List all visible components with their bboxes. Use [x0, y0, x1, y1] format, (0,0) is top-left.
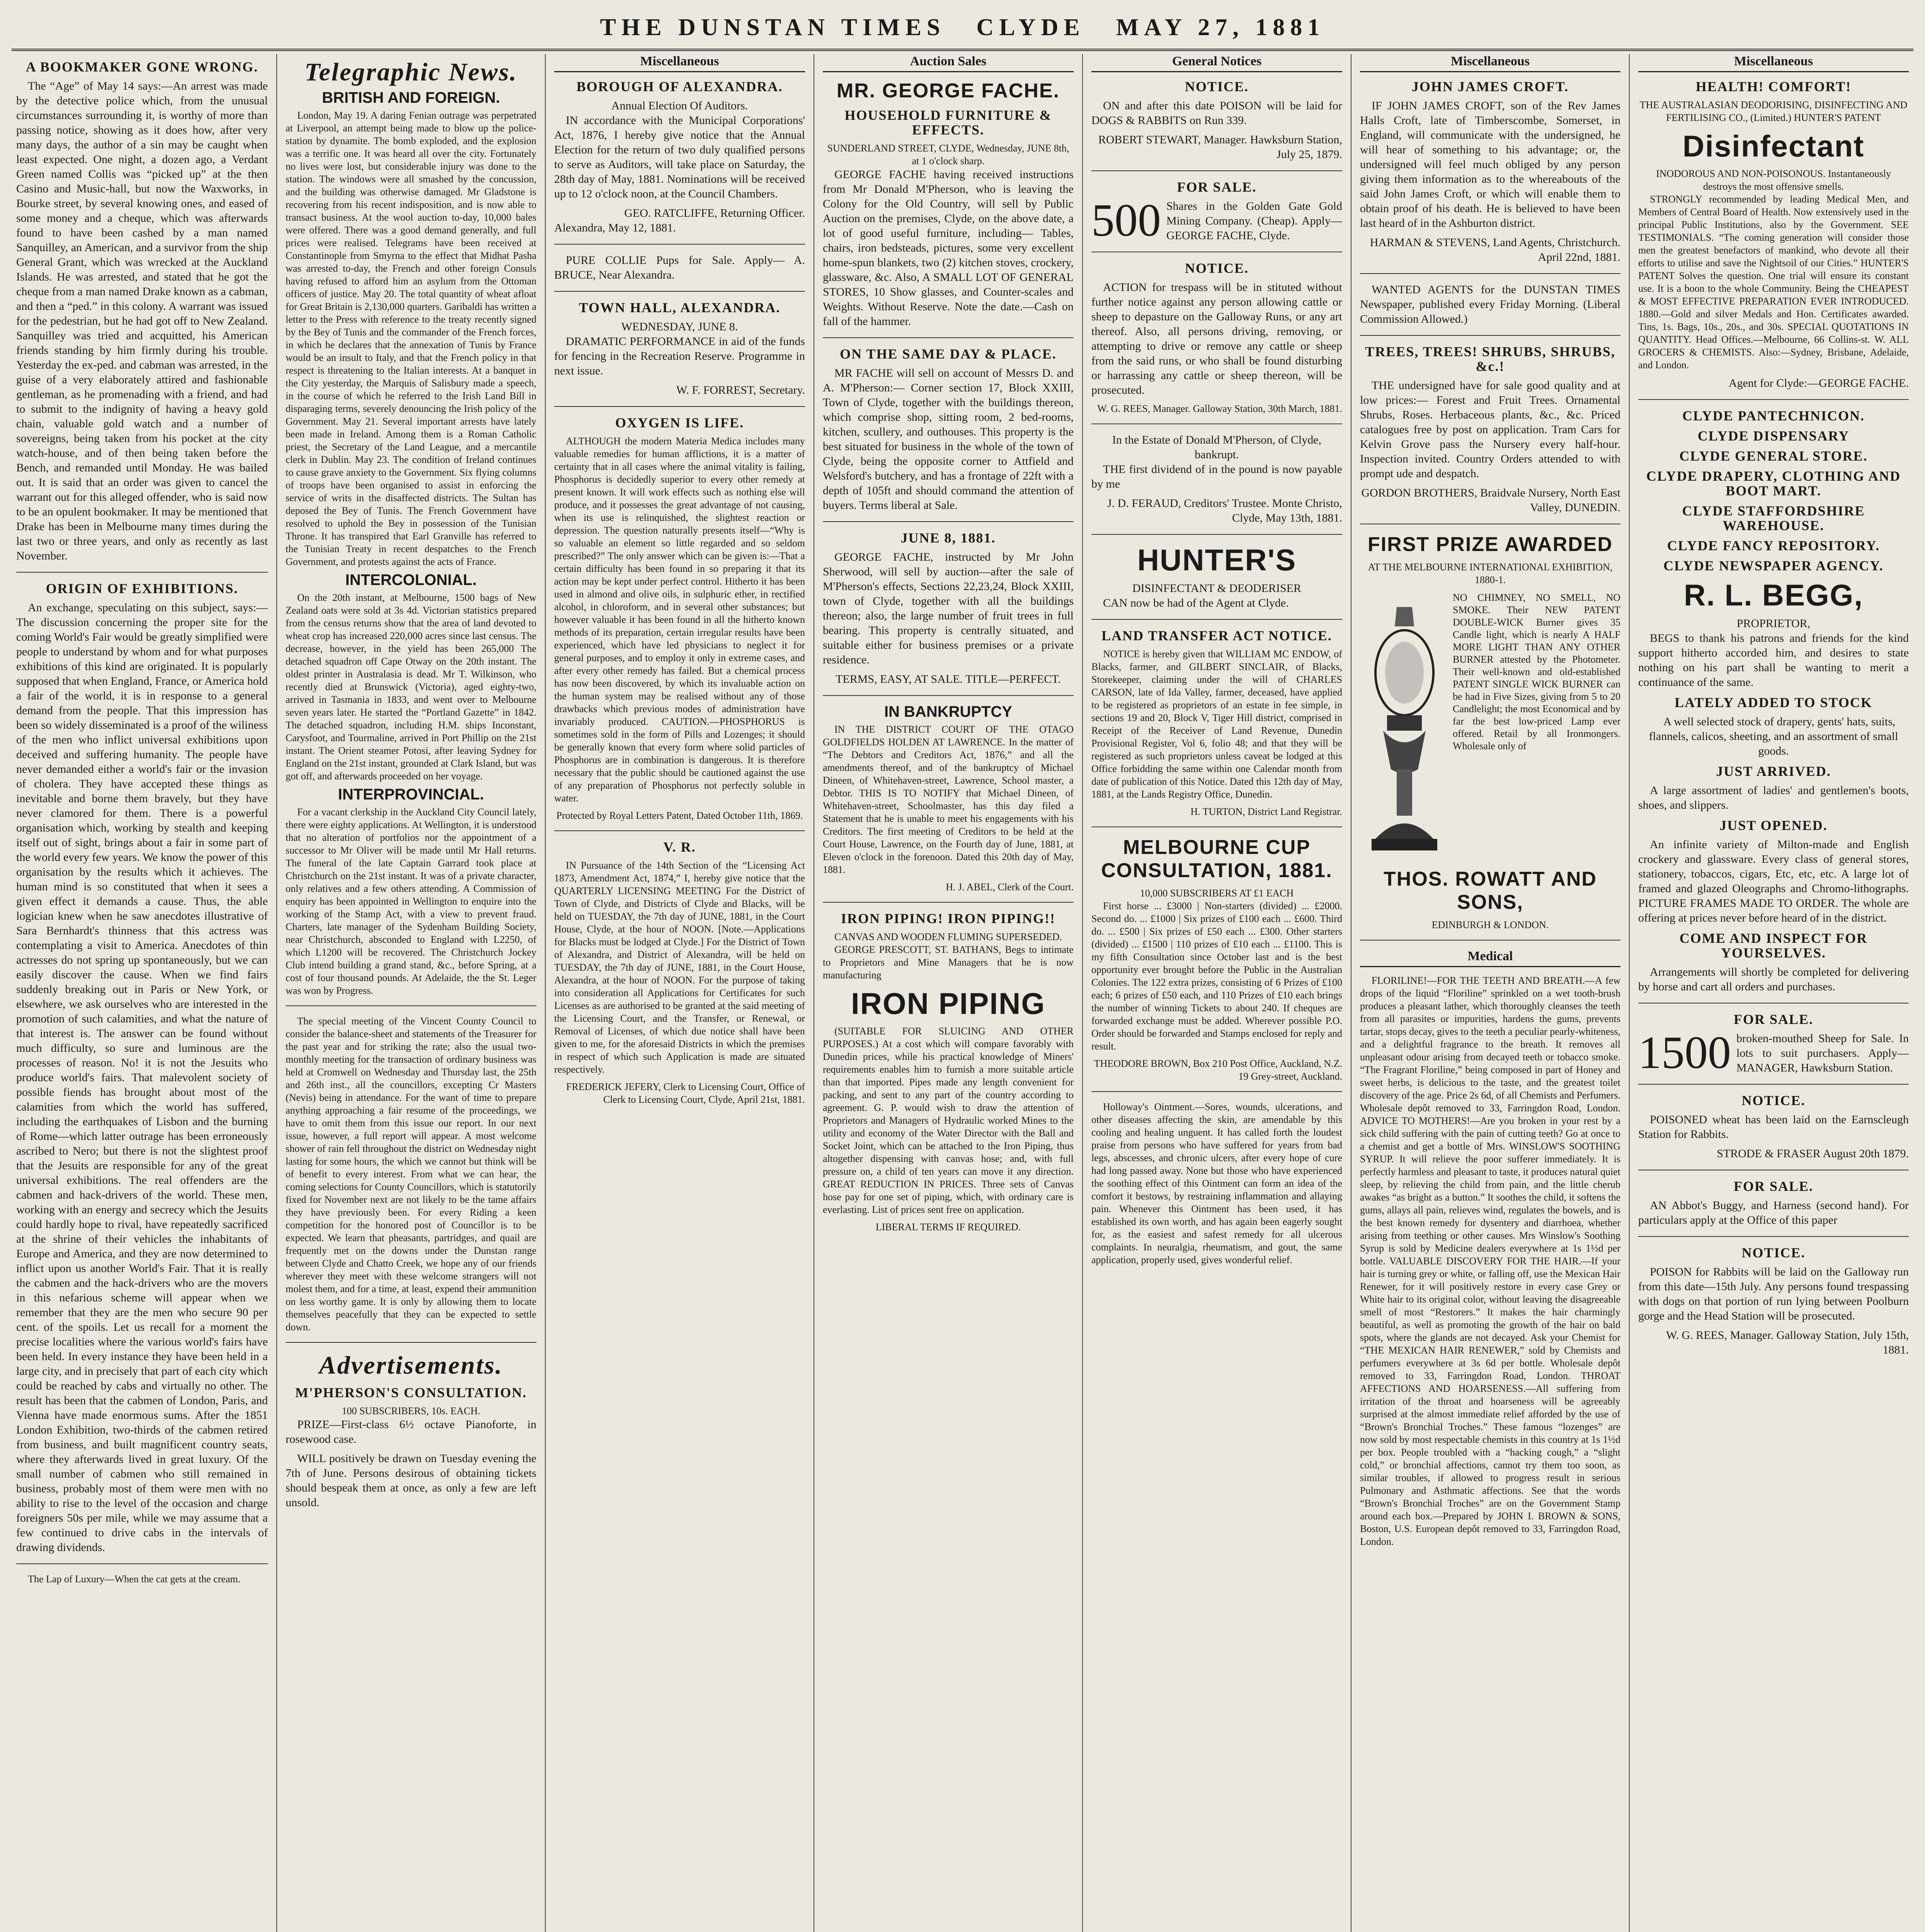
- lamp-description: NO CHIMNEY, NO SMELL, NO SMOKE. Their NEW PATENT DOUBLE-WICK Burner gives 35 Candle light, which is nearly A HALF MORE LIGHT THAN ANY OTHER BURNER attested by the Photometer. Their well-known and old-established PATENT SINGLE WICK BURNER can be had in Five Sizes, giving from 5 to 20 Candlelight; the most Economical and by far the best low-priced Lamp ever offered. Retail by all Ironmongers. Wholesale only of: [1453, 592, 1620, 752]
- proprietor-title: PROPRIETOR,: [1736, 617, 1811, 630]
- divider: [1091, 534, 1342, 535]
- ad-body: STRONGLY recommended by leading Medical Men, and Members of Central Board of Health. Now extensively used in the principal Public Institutions, also by the Government. SEE TESTIMONIALS. “The coming generation will consider those men the greatest benefactors of mankind, who devote all their efforts to utilise and save the Nightsoil of our Cities.” HUNTER'S PATENT Solves the question. One trial will ensure its constant use. It is a boon to the whole Community. Being the CHEAPEST & MOST EFFECTIVE PREPARATION EVER INTRODUCED. 1880.—Gold and silver Medals and Hon. Certificates awarded. Tins, 1s. Bags, 10s., 20s., and 30s. SPECIAL QUOTATIONS IN QUANTITY. Head Offices.—Melbourne, 66 Collins-st. W. ALL GROCERS & CHEMISTS. Also:—Sydney, Brisbane, Adelaide, and London.: [1638, 194, 1909, 371]
- notice-signature: J. D. FERAUD, Creditors' Trustee. Monte Christo, Clyde, May 13th, 1881.: [1107, 497, 1342, 524]
- news-body: For a vacant clerkship in the Auckland City Council lately, there were eighty applications. At Wellington, it is understood that no alteration of portfolios nor the appointment of a successor to Mr Oliver will be made until Mr Hall returns. The funeral of the late Captain Garrard took place at Christchurch on the 21st instant. It was of a private character, only relatives and a few others attending. A Commission of enquiry has been appointed in Wellington to enquire into the working of the Stamp Act, with a view to prevent fraud. Charters, late manager of the Sydenham Building Society, near Christchurch, absconded to England with L2250, of which L1200 will be recovered. The Christchurch Jockey Club intend building a grand stand, &c., before Spring, at a cost of four thousand pounds. At Adelaide, the the St. Leger was won by Progress.: [286, 806, 536, 996]
- notice-subtitle: WEDNESDAY, JUNE 8.: [621, 320, 738, 333]
- notice-body: broken-mouthed Sheep for Sale. In lots to suit purchasers. Apply— MANAGER, Hawksburn Station.: [1736, 1032, 1909, 1074]
- notice-signature: ROBERT STEWART, Manager. Hawksburn Station, July 25, 1879.: [1098, 133, 1342, 161]
- notice-title: LAND TRANSFER ACT NOTICE.: [1101, 628, 1332, 643]
- business-name: CLYDE GENERAL STORE.: [1679, 448, 1868, 464]
- clyde-businesses: [1638, 408, 1909, 573]
- notice-title: V. R.: [663, 839, 696, 855]
- ad-headline: MELBOURNE CUP CONSULTATION, 1881.: [1101, 836, 1333, 882]
- news-heading: BRITISH AND FOREIGN.: [322, 89, 500, 106]
- divider: [554, 244, 805, 245]
- ad-title: TREES, TREES! SHRUBS, SHRUBS, &c.!: [1365, 344, 1615, 374]
- section-title: Miscellaneous: [554, 54, 805, 72]
- sale-body: GEORGE FACHE having received instructions from Mr Donald M'Pherson, who is leaving the Colony for the Old Country, will sell by Public Auction on the premises, Clyde, on the above date, a lot of good useful furniture, including— Tables, chairs, iron bedsteads, pictures, some very excellent home-spun blankets, two (2) kitchen stoves, crockery, glassware, &c. Also, A SMALL LOT OF GENERAL STORES, 10 Show glasses, and Counter-scales and Weights. Without Reserve. Note the date.—Cash on fall of the hammer.: [823, 168, 1074, 328]
- shares-count: 500: [1091, 194, 1161, 246]
- sale-body: GEORGE FACHE, instructed by Mr John Sherwood, will sell by auction—after the sale of M'Pherson's effects, Sections 22,23,24, Block XXIII, town of Clyde, together with all the buildings thereon; also, the large number of fruit trees in full bearing. This property is centrally situated, and suitable either for business premises or a private residence.: [823, 551, 1074, 666]
- notice-body: POISON for Rabbits will be laid on the Galloway run from this date—15th July. Any persons found trespassing with dogs on that portion of run lying between Poolburn gorge and the Head Station will be prosecuted.: [1638, 1265, 1909, 1322]
- notice-body: IF JOHN JAMES CROFT, son of the Rev James Halls Croft, late of Timberscombe, Somerset, in England, will communicate with the undersigned, he will hear of something to his advantage; or, the undersigned will feel much obliged by any person giving them information as to the whereabouts of the said John James Croft, or which will enable them to obtain proof of his death. He is believed to have been last heard of in the Ashburton district.: [1360, 99, 1620, 230]
- divider: [554, 291, 805, 292]
- ad-title: IRON PIPING! IRON PIPING!!: [841, 911, 1055, 926]
- ad-title: OXYGEN IS LIFE.: [615, 415, 744, 430]
- ad-subtitle: DISINFECTANT & DEODERISER: [1132, 582, 1302, 595]
- article-body: The “Age” of May 14 says:—An arrest was made by the detective police which, from the unusual circumstances surrounding it, is worthy of more than passing notice, showing as it does how, after very many days, the author of a sin may be caught when least expected. One night, a dozen ago, a Verdant Green named Collis was “picked up” at the then Casino and Music-hall, but now the Waxworks, in Bourke street, by several knowing ones, and eased of some money and a cheque, which was afterwards found to have been cashed by a man named Sanquilley, an American, and a survivor from the ship General Grant, which was wrecked at the Auckland Islands. He was arrested, and stated that he got the cheque from a man named Drake known as a cabman, and then a “ped.” in this colony. A warrant was issued for the pedestrian, but he had got off to New Zealand. Sanquilley was tried and acquitted, his American friends standing by him firmly during his trouble. Yesterday the ex-ped. and cabman was arrested, in the guise of a very elaborately attired and fashionable gentleman, as he promenading with a friend, and had to submit to the indignity of having a heavy gold chain, valuable gold watch and a number of sovereigns, being taken from his pocket at the city watch-house, and of then being taken before the Bench, and remanded until Monday. He was bailed out. It is said that an order was given to cancel the warrant out for this alleged offender, who is said now to be an opulent bookmaker. It may be mentioned that Drake has been in Melbourne many times during the last two or three years, and only as recently as last November.: [16, 80, 268, 562]
- article-body: An exchange, speculating on this subject, says:—The discussion concerning the proper site for the coming World's Fair would be greatly simplified were people to understand by whom and for what purposes exhibitions of this kind are originated. It is popularly supposed that when England, France, or America hold a fair of the world, it is in response to a general demand from the people. That this impression has been so widely disseminated is a proof of the wiliness of the men who inflict universal exhibitions upon deceived and suffering humanity. The people have never demanded either a world's fair or the invasion of cholera. They have accepted these things as inevitable and borne them bravely, but they have never clamored for them. There is a powerful organisation which, working by stealth and keeping itself out of sight, brings about a fair in some part of the world every few years. We know the power of this organisation by the results which it achieves. The human mind is so constituted that when it sees a given effect it demands a cause. Thus, the able logician knew when he saw anecdotes illustrative of Sara Bernhardt's thinness that this actress was contemplating a visit to America. Anecdotes of thin actresses do not spring up spontaneously, but we can easily discover the cause. When we find fairs suddenly breaking out in Paris or New York, or elsewhere, we ask ourselves who are interested in the promotion of such calamities, and what the nature of that interest is. The answer can be found without much difficulty, so sure and luminous are the processes of reason. No! it is not the Jesuits who produce world's fairs. That malevolent society of possible fiends has brought about most of the calamities from which the world has suffered, including the earthquakes of Lisbon and the burning of Rome—which latter outrage has been erroneously ascribed to Nero; but there is not the slightest proof that the Jesuits are responsible for any of the great universal exhibitions. The real offenders are the cabmen and hack-drivers of the world. These men, working with an energy and secrecy which the Jesuits could hardly hope to rival, have repeatedly sacrificed at the shrine of their vehicles the inhabitants of Europe and America, and they are now determined to inflict upon us another World's Fair. That it is really the cabmen and the hack-drivers who are the movers in this nefarious scheme will appear when we remember that they are the men who secure 90 per cent. of the spoils. Let us recall for a moment the precise localities where the various world's fairs have been held. In every instance they have been held in a large city, and in precisely that part of each city which could be reached by cabs and virtually no other. The result has been that the cabmen of London, Paris, and Vienna have made enormous sums. After the 1851 London Exhibition, two-thirds of the cabmen retired from business, and built magnificent country seats, where they afterwards lived in great luxury. Of the small number of cabmen who still remained in business, probably most of them were men with no ability to rise to the level of the occasion and charge foreigners 50s per mile, while we may assume that a few continued to drive cabs in the intervals of drawing dividends.: [16, 601, 268, 1554]
- column-1: [8, 54, 276, 1932]
- news-heading: INTERCOLONIAL.: [345, 571, 477, 588]
- ad-body: PURE COLLIE Pups for Sale. Apply— A. BRUCE, Near Alexandra.: [554, 254, 805, 281]
- notice-title: BOROUGH OF ALEXANDRA.: [576, 79, 783, 94]
- notice-body: IN Pursuance of the 14th Section of the “Licensing Act 1873, Amendment Act, 1874,” I, hereby give notice that the QUARTERLY LICENSING MEETING For the District of Town of Clyde, and Districts of Clyde and Blacks, will be held on TUESDAY, the 7th day of JUNE, 1881, in the Court House, Clyde, at the hour of NOON. [Note.—Applications for Blacks must be lodged at Clyde.] For the District of Town of Alexandra, and District of Alexandra, will be held on TUESDAY, the 7th day of JUNE, 1881, in the Court House, Alexandra, at the hour of NOON. For the purpose of taking into consideration all Applications for Certificates for such Licenses as are authorised to be granted at the said meeting of the Licensing Court, and the Transfer, or Renewal, or Removal of Licenses, of which due notice shall have been given to me, for the aforesaid Districts in which the premises in respect of which such Application is made are situated respectively.: [554, 860, 805, 1075]
- ad-body: An infinite variety of Milton-made and English crockery and glassware. Every class of general stores, stationery, tobaccos, cigars, Etc, etc, etc. A large lot of framed and glazed Oleographs and Chromo-lithographs. PICTURE FRAMES MADE TO ORDER. The whole are offering at prices never before heard of in the district.: [1638, 838, 1909, 924]
- notice-signature: HARMAN & STEVENS, Land Agents, Christchurch. April 22nd, 1881.: [1370, 236, 1620, 264]
- business-name: CLYDE NEWSPAPER AGENCY.: [1663, 558, 1884, 573]
- notice-signature: W. F. FORREST, Secretary.: [676, 384, 805, 396]
- notice-body: AN Abbot's Buggy, and Harness (second hand). For particulars apply at the Office of this paper: [1638, 1199, 1909, 1226]
- business-name: CLYDE DISPENSARY: [1697, 428, 1850, 444]
- divider: [286, 1342, 536, 1343]
- notice-subtitle: Annual Election Of Auditors.: [611, 99, 748, 112]
- divider: [554, 406, 805, 407]
- notice-title: In the Estate of Donald M'Pherson, of Clyde, bankrupt.: [1112, 434, 1322, 461]
- notice-body: DRAMATIC PERFORMANCE in aid of the funds for fencing in the Recreation Reserve. Programme in next issue.: [554, 335, 805, 377]
- notice-title: NOTICE.: [1741, 1093, 1806, 1108]
- divider: [1360, 335, 1620, 336]
- article-title: A BOOKMAKER GONE WRONG.: [26, 59, 259, 75]
- notice-date: Alexandra, May 12, 1881.: [554, 221, 676, 234]
- notice-body: IN accordance with the Municipal Corporations' Act, 1876, I hereby give notice that the Annual Election for the return of two duly qualified persons to serve as Auditors, will take place on Saturday, the 28th day of May, 1881. Nominations will be received up to 12 o'clock noon, at the Council Chambers.: [554, 114, 805, 200]
- ad-agent: Agent for Clyde:—GEORGE FACHE.: [1728, 377, 1909, 389]
- divider: [1091, 170, 1342, 171]
- divider: [554, 830, 805, 831]
- notice-title: FOR SALE.: [1733, 1012, 1814, 1027]
- ad-headline: IRON PIPING: [851, 986, 1046, 1020]
- lamp-ad: [1360, 592, 1620, 862]
- notice-title: NOTICE.: [1185, 260, 1249, 276]
- ad-title: LATELY ADDED TO STOCK: [1675, 695, 1872, 710]
- divider: [1638, 1236, 1909, 1237]
- business-name: CLYDE PANTECHNICON.: [1682, 408, 1865, 423]
- column-7: [1629, 54, 1917, 1932]
- ad-body: PRIZE—First-class 6½ octave Pianoforte, in rosewood case.: [286, 1418, 536, 1446]
- paper-name: THE DUNSTAN TIMES: [600, 14, 946, 41]
- sale-title: JUNE 8, 1881.: [900, 530, 996, 546]
- notice-signature: H. TURTON, District Land Registrar.: [1190, 806, 1342, 817]
- divider: [1091, 619, 1342, 620]
- ad-body: Holloway's Ointment.—Sores, wounds, ulcerations, and other diseases affecting the skin, are amendable by this cooling and healing unguent. It has called forth the loudest praise from persons who have suffered for years from bad legs, abscesses, and chronic ulcers, after every hope of cure had long passed away. None but those who have experienced the soothing effect of this Ointment can form an idea of the comfort it bestows, by restraining inflammation and allaying pain. Whenever this Ointment has been used, it has established its own worth, and has again been eagerly sought for, as the easiest and safest remedy for all ulcerous complaints. In neuralgia, rheumatism, and gout, the same application, properly used, gives wonderful relief.: [1091, 1101, 1342, 1265]
- ad-subtitle: INODOROUS AND NON-POISONOUS. Instantaneously destroys the most offensive smells.: [1656, 168, 1891, 192]
- section-title: Auction Sales: [823, 54, 1074, 72]
- news-body: On the 20th instant, at Melbourne, 1500 bags of New Zealand oats were sold at 3s 4d. Victorian statistics prepared from the census returns show that the area of land devoted to wheat crop has increased 220,000 acres since last census. The decrease, however, in the yield has been 265,000 The detached squadron off Cape Otway on the 20th instant. The oldest printer in Australasia is dead. Mr T. Wilkinson, who recently died at Brunswick (Victoria), aged eighty-two, arrived in Tasmania in 1833, and went over to Melbourne seven years later. He started the “Portland Gazette” in 1842. The detached squadron, including H.M. ships Inconstant, Carysfoot, and Tourmaline, arrived in Port Phillip on the 21st instant. The Orient steamer Potosi, after leaving Sydney for England on the 21st instant, grounded at Clark Island, but was got off, and afterwards proceeded on her voyage.: [286, 592, 536, 782]
- notice-signature: FREDERICK JEFERY, Clerk to Licensing Court, Office of Clerk to Licensing Court, Clyde, April 21st, 1881.: [566, 1081, 805, 1105]
- ad-headline: Disinfectant: [1682, 129, 1865, 163]
- divider: [823, 902, 1074, 903]
- notice-body: THE first dividend of in the pound is now payable by me: [1091, 463, 1342, 490]
- ad-subtitle: AT THE MELBOURNE INTERNATIONAL EXHIBITION, 1880-1.: [1368, 561, 1613, 585]
- ad-subtitle: 10,000 SUBSCRIBERS AT £1 EACH: [1140, 888, 1294, 899]
- notice-signature: GORDON BROTHERS, Braidvale Nursery, North East Valley, DUNEDIN.: [1361, 486, 1620, 514]
- auctioneer-name: MR. GEORGE FACHE.: [836, 80, 1060, 102]
- ad-title: JUST OPENED.: [1719, 818, 1828, 833]
- notice-title: NOTICE.: [1741, 1245, 1806, 1260]
- news-heading: INTERPROVINCIAL.: [338, 786, 484, 803]
- ad-patent: Protected by Royal Letters Patent, Dated October 11th, 1869.: [556, 810, 803, 821]
- divider: [1638, 1084, 1909, 1085]
- divider: [1091, 1091, 1342, 1092]
- divider: [823, 521, 1074, 522]
- ad-body: (SUITABLE FOR SLUICING AND OTHER PURPOSES.) At a cost which will compare favorably with Dunedin prices, while his practical knowledge of Miners' requirements enables him to furnish a more suitable article than that imported. Pipes made any length convenient for packing, and sent to any part of the country according to agreement. G. P. would wish to draw the attention of Proprietors and Managers of Hydraulic worked Mines to the utility and economy of the Water Director with the Ball and Socket Joint, which can be attached to the Iron Piping, thus altogether dispensing with canvas hose; and, with full pressure on, a child of ten years can move it any direction. GREAT REDUCTION IN PRICES. Three sets of Canvas hose pay for one set of piping, which, with ordinary care is everlasting. List of prices sent free on application.: [823, 1026, 1074, 1215]
- divider: [823, 695, 1074, 696]
- notice-body: NOTICE is hereby given that WILLIAM MC ENDOW, of Blacks, farmer, and GILBERT SINCLAIR, of Blacks, Storekeeper, claiming under the will of CHARLES CARSON, late of Ida Valley, farmer, deceased, have applied to be registered as proprietors of an estate in fee simple, in sections 19 and 20, Block V, Tiger Hill district, comprised in Receipt of the Receiver of Land Revenue, Dunedin Provisional Register, Vol 6, folio 48; and that they will be registered as such proprietors unless caveat be lodged at this Office forbidding the same within one Calendar month from date of publication of this Notice. Dated this 12th day of May, 1881, at the Lands Registry Office, Dunedin.: [1091, 648, 1342, 800]
- notice-signature: THEODORE BROWN, Box 210 Post Office, Auckland, N.Z. 19 Grey-street, Auckland.: [1094, 1058, 1342, 1082]
- medical-body: FLORILINE!—FOR THE TEETH AND BREATH.—A few drops of the liquid “Floriline” sprinkled on a wet tooth-brush produces a pleasant lather, which thoroughly cleanses the teeth from all parasites or impurities, hardens the gums, prevents tartar, stops decay, gives to the teeth a peculiar pearly-whiteness, and a delightful fragrance to the breath. It removes all unpleasant odour arising from decayed teeth or tobacco smoke. “The Fragrant Floriline,” being composed in part of Honey and sweet herbs, is delicious to the taste, and the greatest toilet discovery of the age. Price 2s 6d, of all Chemists and Perfumers. Wholesale depôt removed to 33, Farringdon Road, London. ADVICE TO MOTHERS!—Are you broken in your rest by a sick child suffering with the pain of cutting teeth? Go at once to a chemist and get a bottle of Mrs. WINSLOW'S SOOTHING SYRUP. It will relieve the poor sufferer immediately. It is perfectly harmless and pleasant to taste, it produces natural quiet sleep, by relieving the child from pain, and the little cherub awakes “as bright as a button.” It soothes the child, it softens the gums, allays all pain, relieves wind, regulates the bowels, and is the best known remedy for dysentery and diarrhoea, whether arising from teething or other causes. Mrs Winslow's Soothing Syrup is sold by Medicine dealers everywhere at 1s 1½d per bottle. VALUABLE DISCOVERY FOR THE HAIR.—If your hair is turning grey or white, or falling off, use the Mexican Hair Renewer, for it will positively restore in every case Grey or White hair to its original color, without leaving the disagreeable smell of most “Restorers.” It makes the hair charmingly beautiful, as well as promoting the growth of the hair on bald spots, where the glands are not decayed. Ask your Chemist for “THE MEXICAN HAIR RENEWER,” sold by Chemists and perfumers everywhere at 3s 6d per bottle. Wholesale depôt removed to 33, Farringdon Road, London. THROAT AFFECTIONS AND HOARSENESS.—All suffering from irritation of the throat and hoarseness will be agreeably surprised at the almost immediate relief afforded by the use of “Brown's Bronchial Troches.” These famous “lozenges” are now sold by most respectable chemists in this country at 1s 1½d per box. People troubled with a “hacking cough,” a “slight cold,” or bronchial affections, cannot try them too soon, as similar troubles, if allowed to progress result in serious Pulmonary and Asthmatic affections. See that the words “Brown's Bronchial Troches” are on the Government Stamp around each box.—Prepared by JOHN I. BROWN & SONS, Boston, U.S. European depôt removed to 33, Farringdon Road, London.: [1360, 975, 1620, 1547]
- bankruptcy-title: IN BANKRUPTCY: [884, 703, 1013, 720]
- column-6: [1351, 54, 1629, 1932]
- business-name: CLYDE STAFFORDSHIRE WAREHOUSE.: [1682, 503, 1865, 533]
- local-news: The special meeting of the Vincent County Council to consider the balance-sheet and statements of the Treasurer for the past year and for striking the rate; also the usual two-monthly meeting for the transaction of ordinary business was held at Cromwell on Wednesday and Thursday last, the 25th and 26th inst., all the councillors, excepting Cr Masters (Nevis) being in attendance. For the want of time to prepare anything approaching a fair resume of the proceedings, we have to omit them from this issue our report. In our next issue, however, a full report will appear. A most welcome shower of rain fell throughout the district on Wednesday night lasting for some hours, the which we cannot but think will be of benefit to every interest. From what we can hear, the coming selections for County Councillors, which is statutorily fixed for November next are not likely to be the tame affairs they have previously been. For every Riding a keen competition for the honored post of Councillor is to be expected. We learn that pheasants, partridges, and quail are frequently met on the downs under the Dunstan range between Clyde and Chatto Creek, we hope any of our friends wherever they meet with these welcome strangers will not molest them, and for a time, at least, expend their ammunition on less worthy game. It is only by allowing them to locate themselves peacefully that they can be expected to settle down.: [286, 1015, 536, 1333]
- notice-body: Shares in the Golden Gate Gold Mining Company. (Cheap). Apply—GEORGE FACHE, Clyde.: [1166, 200, 1342, 242]
- notice-title: FOR SALE.: [1177, 179, 1257, 195]
- ad-title: COME AND INSPECT FOR YOURSELVES.: [1679, 930, 1868, 961]
- notice-signature: GEO. RATCLIFFE, Returning Officer.: [624, 207, 805, 219]
- maker-name: THOS. ROWATT AND SONS,: [1384, 868, 1597, 913]
- ad-headline: HUNTER'S: [1137, 543, 1297, 577]
- divider: [286, 1005, 536, 1006]
- column-3: [545, 54, 814, 1932]
- sale-date: SUNDERLAND STREET, CLYDE, Wednesday, JUNE 8th, at 1 o'clock sharp.: [827, 143, 1069, 167]
- ad-body: A well selected stock of drapery, gents' hats, suits, flannels, calicos, sheeting, and an assortment of small goods.: [1649, 715, 1898, 757]
- divider: [1091, 423, 1342, 424]
- sale-body: MR FACHE will sell on account of Messrs D. and A. M'Pherson:— Corner section 17, Block XXIII, Town of Clyde, together with the buildings thereon, which comprise shop, sitting room, 2 bed-rooms, kitchen, scullery, and outhouses. This property is the best situated for business in the whole of the town of Clyde, being the opposite corner to Attfield and Welsford's butchery, and has a frontage of 22ft with a depth of 105ft and should command the attention of buyers. Terms liberal at Sale.: [823, 367, 1074, 512]
- notice-title: NOTICE.: [1185, 79, 1249, 94]
- section-title: Telegraphic News.: [305, 58, 517, 86]
- sale-title: ON THE SAME DAY & PLACE.: [840, 346, 1057, 362]
- column-2: [276, 54, 545, 1932]
- notice-signature: W. G. REES, Manager. Galloway Station, 30th March, 1881.: [1097, 403, 1342, 414]
- ad-subtitle: CANVAS AND WOODEN FLUMING SUPERSEDED.: [834, 931, 1062, 942]
- maker-place: EDINBURGH & LONDON.: [1431, 919, 1549, 930]
- ad-body: CAN now be had of the Agent at Clyde.: [1103, 597, 1289, 609]
- place-name: CLYDE: [976, 14, 1085, 41]
- ad-terms: LIBERAL TERMS IF REQUIRED.: [875, 1221, 1021, 1233]
- ad-title: JUST ARRIVED.: [1716, 764, 1831, 779]
- notice-signature: STRODE & FRASER August 20th 1879.: [1717, 1147, 1909, 1160]
- filler-note: The Lap of Luxury—When the cat gets at the cream.: [28, 1573, 241, 1585]
- section-title: General Notices: [1091, 54, 1342, 72]
- section-title: Medical: [1360, 949, 1620, 967]
- ad-body: ALTHOUGH the modern Materia Medica includes many valuable remedies for human afflictions, it is a matter of certainty that in all cases where the animal vitality is failing, Phosphorus is decidedly superior to every other remedy at present known. It will work effects such as nothing else will produce, and it possesses the great advantage of not causing, when its use is relinquished, the slightest reaction or depression. The question naturally presents itself—“Why is so valuable an element so little regarded and so seldom prescribed?” The only answer which can be given is:—That a certain difficulty has been found in so preparing it that its action may be kept under perfect control. Hitherto it has been used in almond and olive oils, in sulphuric ether, in rectified alcohol, in chloroform, and in several other substances; but however valuable it has been found in all the hitherto known methods of its preparation, certain irregular results have been experienced, which have led physicians to neglect it for general purposes, and to employ it only in extreme cases, and after every other remedy has failed. But a chemical process has now been discovered, by which its invaluable action on the human system may be realised without any of those drawbacks which previous modes of administration have invariably produced. CAUTION.—PHOSPHORUS is sometimes sold in the form of Pills and Lozenges; it should be generally known that every form where solid particles of Phosphorus are in combination is dangerous. It is therefore necessary that the public should be cautioned against the use of any preparation of Phosphorus not perfectly soluble in water.: [554, 435, 805, 804]
- ad-body: THE undersigned have for sale good quality and at low prices:— Forest and Fruit Trees. Ornamental Shrubs, Roses. Herbaceous plants, &c., &c. Priced catalogues free by post on application. Tram Cars for Kelvin Grove pass the Nursery every half-hour. Inspection invited. Country Orders attended to with prompt ude and despatch.: [1360, 379, 1620, 480]
- ad-subtitle: THE AUSTRALASIAN DEODORISING, DISINFECTING AND FERTILISING CO., (Limited.) HUNTER'S PATENT: [1639, 99, 1908, 123]
- ad-headline: FIRST PRIZE AWARDED: [1367, 533, 1613, 556]
- ad-title: M'PHERSON'S CONSULTATION.: [295, 1385, 527, 1400]
- sale-title: HOUSEHOLD FURNITURE & EFFECTS.: [844, 107, 1052, 138]
- news-body: London, May 19. A daring Fenian outrage was perpetrated at Liverpool, an attempt being made to blow up the police-station by dynamite. The bomb exploded, and the explosion was a terrific one. It was heard all over the city. Fortunately no lives were lost, but considerable injury was done to the station. The windows were all smashed by the concussion, and the building was otherwise damaged. Mr Gladstone is recovering from his recent indisposition, and is now able to transact business. At the wool auction to-day, 10,000 bales were offered. There was a good demand generally, and full prices were realised. Telegrams have been received at Constantinople from Smyrna to the effect that Midhat Pasha was arrested to-day, the French and other foreign Consuls having refused to afford him an asylum from the Ottoman officers of justice. May 20. The total quantity of wheat afloat for Great Britain is 2,130,000 quarters. Garibaldi has written a letter to the Press with reference to the treaty recently signed by the Bey of Tunis and the commander of the French forces, in which he declares that the annexation of Tunis by France would be an insult to Italy, and that the French policy in that respect is threatening to the Italian interests. At a banquet in the City yesterday, the Marquis of Salisbury made a speech, in the course of which he referred to the Irish Land Bill in disparaging terms, severely denouncing the Irish policy of the Government. May 21. Several important arrests have lately been made in Ireland. Among them is a Roman Catholic priest, the Secretary of the Land League, and a mercantile clerk in Dublin. May 23. The condition of Ireland continues to cause grave anxiety to the Government. Six flying columns of troops have been organised to assist in enforcing the service of writs in the disaffected districts. The Sultan has deposed the Bey of Tunis. The French Government have resolved to uphold the Bey in possession of the Tunisian Throne. It has transpired that Earl Granville has referred to the Tunisian Treaty in recent despatches to the French Government, and protests against the acts of France.: [286, 110, 536, 567]
- column-4: [814, 54, 1082, 1932]
- notice-body: ACTION for trespass will be in stituted without further notice against any person allowing cattle or sheep to depasture on the Galloway Runs, or any art thereof. Also, all persons driving, removing, or attempting to drive or remove any cattle or sheep from the said runs, or who shall be found disturbing or harrassing any cattle or sheep thereon, will be prosecuted.: [1091, 281, 1342, 396]
- business-name: CLYDE FANCY REPOSITORY.: [1667, 538, 1880, 553]
- article-title: ORIGIN OF EXHIBITIONS.: [46, 581, 238, 596]
- ad-body: Arrangements will shortly be completed for delivering by horse and cart all orders and purchases.: [1638, 966, 1909, 993]
- section-title: Advertisements.: [319, 1351, 503, 1379]
- notice-title: JOHN JAMES CROFT.: [1411, 79, 1569, 94]
- section-title: Miscellaneous: [1360, 54, 1620, 72]
- masthead: [12, 6, 1913, 51]
- ad-body: First horse ... £3000 | Non-starters (divided) ... £2000. Second do. ... £1000 | Six prizes of £100 each ... £600. Third do. ... £500 | Six prizes of £50 each ... £300. Other starters (divided) ... £1500 | 110 prizes of £10 each ... £1100. This is my fifth Consultation since October last and is the best opportunity ever brought before the Public in the Australian Colonies. The 122 extra prizes, consisting of 6 Prizes of £100 each; 6 prizes of £50 each, and 110 Prizes of £10 each brings the number of winning Tickets to about 240. If cheques are forwarded exchange must be added. Wherever possible P.O. Order should be forwarded and Stamps enclosed for reply and result.: [1091, 900, 1342, 1052]
- issue-date: MAY 27, 1881: [1116, 14, 1325, 41]
- divider: [16, 572, 268, 573]
- divider: [823, 337, 1074, 338]
- notice-body: ON and after this date POISON will be laid for DOGS & RABBITS on Run 339.: [1091, 99, 1342, 127]
- column-5: [1082, 54, 1351, 1932]
- notice-signature: H. J. ABEL, Clerk of the Court.: [946, 881, 1074, 893]
- business-name: CLYDE DRAPERY, CLOTHING AND BOOT MART.: [1646, 468, 1901, 498]
- ad-body: A large assortment of ladies' and gentlemen's boots, shoes, and slippers.: [1638, 784, 1909, 811]
- notice-signature: W. G. REES, Manager. Galloway Station, July 15th, 1881.: [1666, 1329, 1909, 1356]
- ad-body: WANTED AGENTS for the DUNSTAN TIMES Newspaper, published every Friday Morning. (Liberal Commission Allowed.): [1360, 283, 1620, 325]
- ad-title: HEALTH! COMFORT!: [1695, 79, 1852, 94]
- sale-terms: TERMS, EASY, AT SALE. TITLE—PERFECT.: [836, 673, 1061, 685]
- divider: [16, 1563, 268, 1564]
- oil-lamp-illustration: [1360, 592, 1449, 862]
- ad-body: BEGS to thank his patrons and friends for the kind support hitherto accorded him, and desires to state nothing on his part shall be wanting to merit a continuance of the same.: [1638, 632, 1909, 689]
- sheep-count: 1500: [1638, 1027, 1731, 1078]
- ad-subtitle: 100 SUBSCRIBERS, 10s. EACH.: [342, 1405, 480, 1417]
- proprietor-name: R. L. BEGG,: [1683, 578, 1864, 612]
- divider: [1360, 273, 1620, 274]
- ad-body: WILL positively be drawn on Tuesday evening the 7th of June. Persons desirous of obtaining tickets should bespeak them at once, as only a few are left unsold.: [286, 1452, 536, 1509]
- divider: [1638, 399, 1909, 400]
- notice-title: FOR SALE.: [1733, 1179, 1814, 1194]
- notice-body: POISONED wheat has been laid on the Earnscleugh Station for Rabbits.: [1638, 1113, 1909, 1141]
- notice-title: TOWN HALL, ALEXANDRA.: [579, 300, 781, 315]
- ad-body: GEORGE PRESCOTT, ST. BATHANS, Begs to intimate to Proprietors and Mine Managers that he is now manufacturing: [823, 944, 1074, 981]
- section-title: Miscellaneous: [1638, 54, 1909, 72]
- bankruptcy-body: IN THE DISTRICT COURT OF THE OTAGO GOLDFIELDS HOLDEN AT LAWRENCE. In the matter of “The Debtors and Creditors Act, 1876,” and all the amendments thereof, and of the bankruptcy of Michael Dineen, of Whitehaven-street, Lawrence, School master, a Debtor. THIS IS TO NOTIFY that Michael Dineen, of Whitehaven-street, Schoolmaster, has this day filed a Statement that he is unable to meet his engagements with his Creditors. The first meeting of Creditors to be held at the Court House, Lawrence, on the Fourth day of June, 1881, at Eleven o'clock in the forenoon. Dated this 20th day of May, 1881.: [823, 724, 1074, 875]
